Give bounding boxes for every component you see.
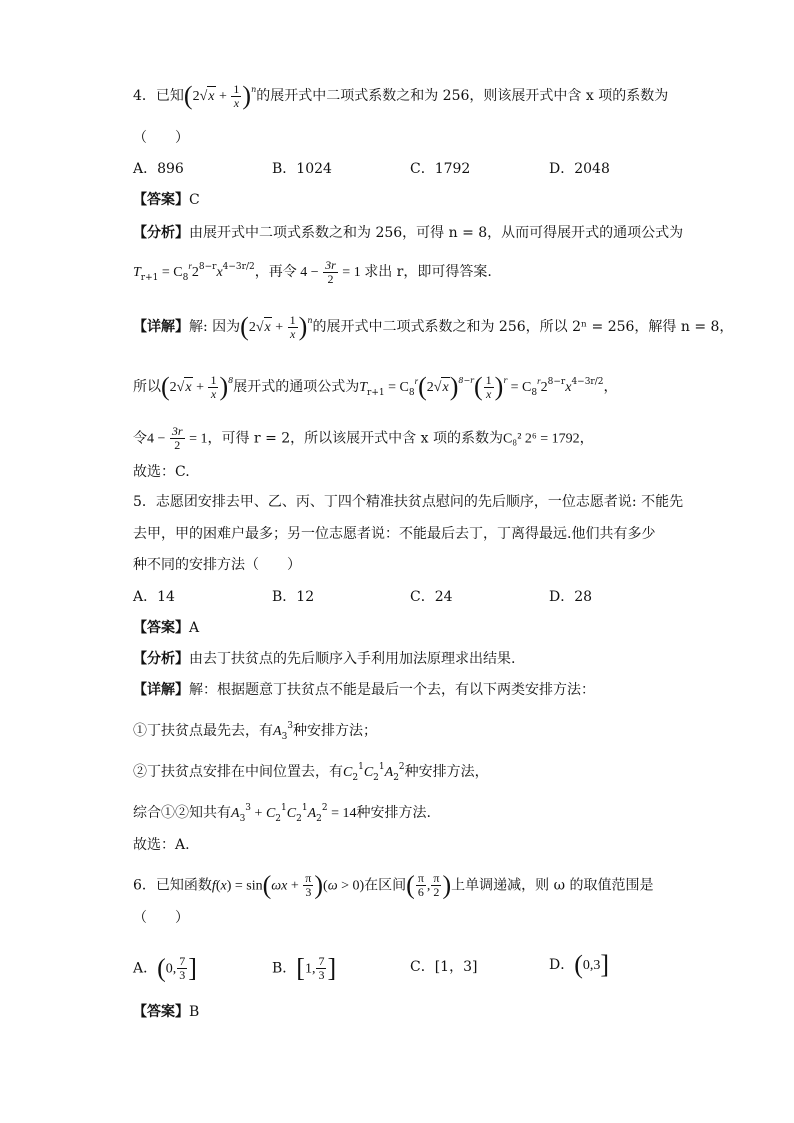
q6-paren: （ ） [133, 910, 189, 926]
q4-detail-3: 令4 − $\frac{3r}{2}$ = 1，可得 r = 2，所以该展开式中含 x 项的系数为C₈² 2⁶ = 1792， [133, 424, 594, 452]
q5-stem-2: 去甲，甲的困难户最多；另一位志愿者说：不能最后去丁，丁离得最远.他们共有多少 [133, 526, 656, 542]
q4-option-c: C．1792 [410, 161, 471, 177]
q4-option-d: D．2048 [549, 161, 610, 177]
q4-stem: 4．已知(2√x + $\frac{1}{x}$ )$^n$的展开式中二项式系数之和为 256，则该展开式中含 x 项的系数为 [133, 81, 669, 110]
q4-option-b: B．1024 [272, 161, 332, 177]
q4-detail-2: 所以(2√x + $\frac{1}{x}$ )$^8$展开式的通项公式为$T_{r+1} = C_8^r(2√x)^{8-r}$( $\frac{1}{x}$ )$^r = C_8^r2^{8-r}x^{4-3r/2}$， [133, 372, 618, 401]
q5-answer: 【答案】A [133, 620, 200, 636]
q5-stem-3: 种不同的安排方法（ ） [133, 557, 301, 573]
q5-option-d: D．28 [549, 589, 593, 605]
q5-option-c: C．24 [410, 589, 453, 605]
q5-stem-1: 5．志愿团安排去甲、乙、丙、丁四个精准扶贫点慰问的先后顺序，一位志愿者说: 不能先 [133, 494, 684, 510]
q4-detail-1: 【详解】解: 因为(2√x + $\frac{1}{x}$ )$^n$的展开式中二项式系数之和为 256，所以 2ⁿ = 256，解得 n = 8， [133, 312, 734, 341]
q5-case-1: ①丁扶贫点最先去，有$A_3^3$种安排方法； [133, 721, 378, 742]
q4-analysis: 【分析】由展开式中二项式系数之和为 256，可得 n = 8，从而可得展开式的通项公式为 [133, 225, 684, 241]
q5-case-2: ②丁扶贫点安排在中间位置去，有$C_2^1C_2^1A_2^2$种安排方法， [133, 762, 489, 783]
q4-paren: （ ） [133, 130, 189, 146]
q6-answer: 【答案】B [133, 1004, 200, 1020]
q5-option-a: A．14 [133, 589, 175, 605]
q6-option-a: A．(0, $\frac{7}{3}$ ] [133, 953, 197, 983]
q6-option-b: B．[1, $\frac{7}{3}$ ] [272, 953, 337, 983]
q4-analysis-formula: $T_{r+1} = C_8^r2^{8-r}x^{4-3r/2}$，再令 4 − $\frac{3r}{2}$ = 1 求出 r，即可得答案. [133, 257, 492, 286]
q4-answer: 【答案】C [133, 192, 200, 208]
q5-conclusion: 故选：A. [133, 837, 190, 853]
q6-stem: 6．已知函数f(x) = sin(ωx + $\frac{\pi}{3}$ )(ω > 0)在区间( $\frac{\pi}{6}$ , $\frac{\pi}{2}$ )上单调递减，则 ω 的取值范围是 [133, 870, 654, 900]
q5-option-b: B．12 [272, 589, 315, 605]
q5-sum: 综合①②知共有$A_3^3 + C_2^1C_2^1A_2^2 = 14$种安排方法. [133, 803, 431, 824]
q4-option-a: A．896 [133, 161, 184, 177]
q6-option-d: D．(0,3] [549, 950, 610, 979]
q5-detail: 【详解】解：根据题意丁扶贫点不能是最后一个去，有以下两类安排方法： [133, 682, 595, 698]
q4-conclusion: 故选：C. [133, 464, 190, 480]
q6-option-c: C．[1，3] [410, 959, 478, 975]
q5-analysis: 【分析】由去丁扶贫点的先后顺序入手利用加法原理求出结果. [133, 651, 516, 667]
